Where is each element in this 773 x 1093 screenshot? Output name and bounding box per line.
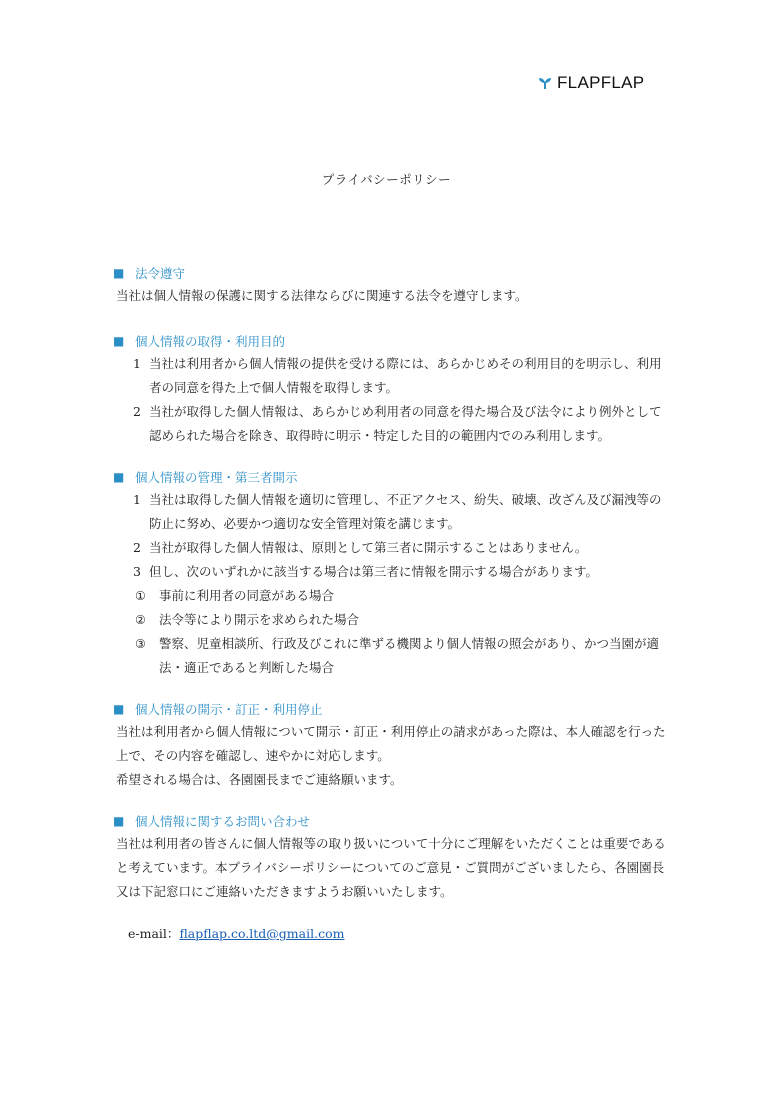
- section-inquiry: [113, 810, 673, 904]
- paragraph: 希望される場合は、各園園長までご連絡願います。: [116, 772, 403, 787]
- section-compliance: [113, 262, 673, 308]
- logo: [538, 73, 644, 93]
- page-title: プライバシーポリシー: [321, 172, 452, 187]
- list-item: 3 但し、次のいずれかに該当する場合は第三者に情報を開示する場合があります。: [133, 564, 599, 579]
- email-label: e-mail：: [128, 926, 180, 941]
- square-bullet-icon: ■: [113, 266, 125, 280]
- paragraph: 当社は利用者の皆さんに個人情報等の取り扱いについて十分にご理解をいただくことは重要であると考えています。本プライバシーポリシーについてのご意見・ご質問がございましたら、各園園長又は下記窓口にご連絡いただきますようお願いいたします。: [116, 836, 666, 899]
- section-heading: ■ 法令遵守: [113, 266, 186, 281]
- contact-email: [113, 924, 673, 942]
- square-bullet-icon: ■: [113, 334, 125, 348]
- section-heading: ■ 個人情報の管理・第三者開示: [113, 470, 298, 485]
- square-bullet-icon: ■: [113, 814, 125, 828]
- section-heading: ■ 個人情報の開示・訂正・利用停止: [113, 702, 323, 717]
- section-management: [113, 466, 673, 680]
- logo-text: FLAPFLAP: [557, 73, 645, 92]
- policy-content: [113, 262, 673, 942]
- sub-list-item: ② 法令等により開示を求められた場合: [135, 612, 360, 627]
- sub-list-item: ① 事前に利用者の同意がある場合: [135, 588, 335, 603]
- sprout-icon: [538, 76, 552, 90]
- square-bullet-icon: ■: [113, 470, 125, 484]
- section-acquisition: [113, 330, 673, 448]
- list-item: 2 当社が取得した個人情報は、あらかじめ利用者の同意を得た場合及び法令により例外として認められた場合を除き、取得時に明示・特定した目的の範囲内でのみ利用します。: [133, 404, 662, 443]
- square-bullet-icon: ■: [113, 702, 125, 716]
- list-item: 2 当社が取得した個人情報は、原則として第三者に開示することはありません。: [133, 540, 588, 555]
- list-item: 1 当社は取得した個人情報を適切に管理し、不正アクセス、紛失、破壊、改ざん及び漏洩等の防止に努め、必要かつ適切な安全管理対策を講じます。: [133, 492, 662, 531]
- section-heading: ■ 個人情報の取得・利用目的: [113, 334, 286, 349]
- section-disclosure: [113, 698, 673, 792]
- section-heading: ■ 個人情報に関するお問い合わせ: [113, 814, 311, 829]
- paragraph: 当社は個人情報の保護に関する法律ならびに関連する法令を遵守します。: [116, 288, 528, 303]
- paragraph: 当社は利用者から個人情報について開示・訂正・利用停止の請求があった際は、本人確認を行った上で、その内容を確認し、速やかに対応します。: [116, 724, 666, 763]
- sub-list-item: ③ 警察、児童相談所、行政及びこれに準ずる機関より個人情報の照会があり、かつ当園が適法・適正であると判断した場合: [135, 636, 660, 675]
- list-item: 1 当社は利用者から個人情報の提供を受ける際には、あらかじめその利用目的を明示し、利用者の同意を得た上で個人情報を取得します。: [133, 356, 662, 395]
- email-link[interactable]: flapflap.co.ltd@gmail.com: [179, 926, 345, 941]
